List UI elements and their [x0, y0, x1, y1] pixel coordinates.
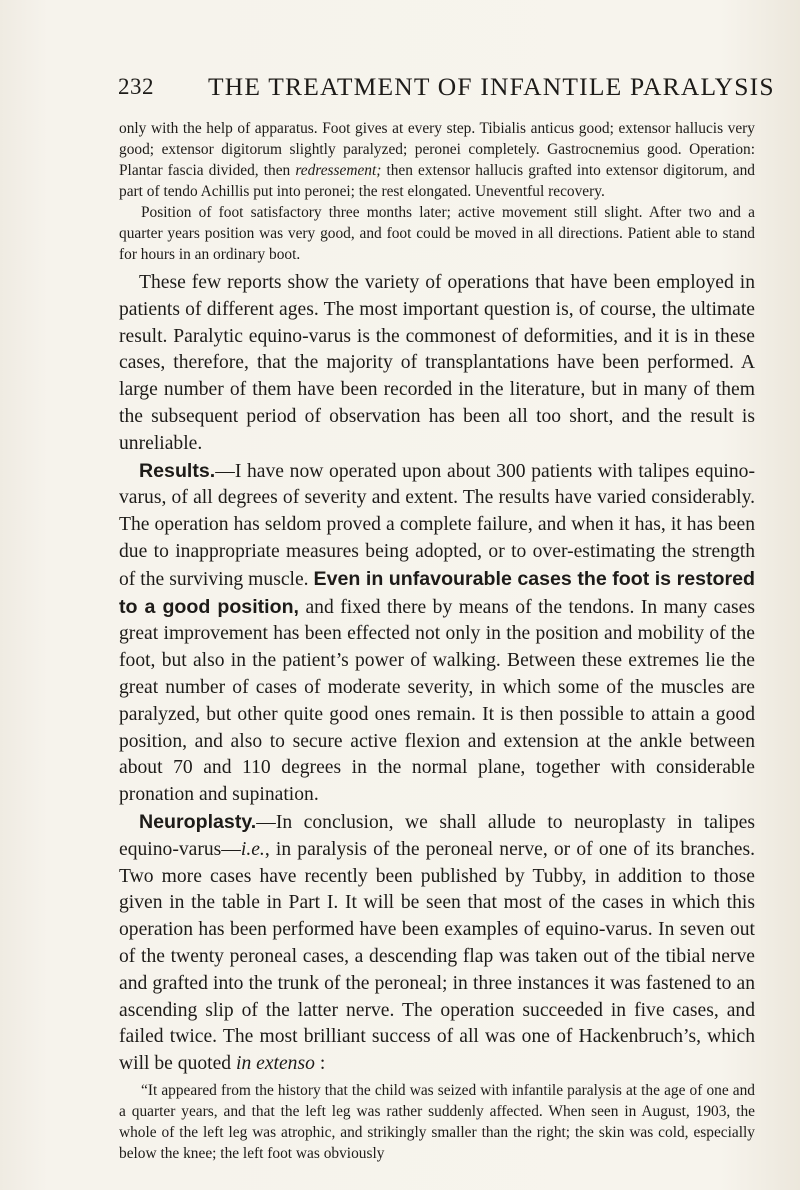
case-note-emphasis: redressement; — [295, 162, 382, 179]
results-paragraph — [119, 458, 755, 809]
neuroplasty-ie: i.e. — [240, 838, 265, 860]
case-note-text-continued: then extensor hallucis grafted into extensor digitorum, and part of tendo Achillis put into peronei; the rest elongated. Uneventful recovery. — [119, 162, 755, 200]
quotation-paragraph: “It appeared from the history that the child was seized with infantile paralysis at the age of one and a quarter years, and that the left leg was rather suddenly affected. When seen in August, 1903, the whole of the left leg was atrophic, and strikingly smaller than the right; the skin was cold, especially below the knee; the left foot was obviously — [119, 1081, 755, 1162]
page-header — [118, 64, 775, 104]
results-emphasis: Even in unfavourable cases the foot is restored to a good position, — [119, 567, 755, 618]
case-note-followup: Position of foot satisfactory three months later; active movement still slight. After two and a quarter years position was very good, and foot could be moved in all directions. Patient able to stand for hours in an ordinary boot. — [119, 204, 755, 263]
page-body — [119, 118, 755, 1164]
results-heading: Results. — [139, 459, 216, 482]
neuroplasty-colon: : — [319, 1053, 326, 1075]
neuroplasty-paragraph — [119, 809, 755, 1078]
intro-paragraph: These few reports show the variety of operations that have been employed in patients of different ages. The most important question is, of course, the ultimate result. Paralytic equino-varus is the commonest of deformities, and it is in these cases, therefore, that the majority of transplantations have been performed. A large number of them have been recorded in the literature, but in many of them the subsequent period of observation has been all too short, and the result is unreliable. — [119, 272, 755, 454]
page-number: 232 — [118, 74, 154, 99]
results-text-continued: and fixed there by means of the tendons. In many cases great improvement has been effected not only in the position and mobility of the foot, but also in the patient’s power of walking. Between these extremes lie the great number of cases of moderate severity, in which some of the muscles are paralyzed, but other quite good ones remain. It is then possible to attain a good position, and also to secure active flexion and extension at the ankle between about 70 and 110 degrees in the normal plane, together with considerable pronation and supination. — [119, 596, 756, 806]
neuroplasty-text-continued: , in paralysis of the peroneal nerve, or of one of its branches. Two more cases have recently been published by Tubby, in addition to those given in the table in Part I. It will be seen that most of the cases in which this operation has been performed have been examples of equino-varus. In seven out of the twenty peroneal cases, a descending flap was taken out of the tibial nerve and grafted into the trunk of the peroneal; in three instances it was fastened to an ascending slip of the latter nerve. The operation succeeded in five cases, and failed twice. The most brilliant success of all was one of Hackenbruch’s, which will be quoted — [119, 838, 755, 1075]
neuroplasty-heading: Neuroplasty. — [139, 810, 257, 833]
neuroplasty-in-extenso: in extenso — [236, 1053, 315, 1075]
case-note-text: only with the help of apparatus. Foot gives at every step. Tibialis anticus good; extensor hallucis very good; extensor digitorum slightly paralyzed; peronei completely. Gastrocnemius good. Operation: Plantar fascia divided, then — [119, 120, 755, 179]
case-note-paragraph — [119, 118, 755, 202]
results-text: —I have now operated upon about 300 patients with talipes equino-varus, of all degrees of severity and extent. The results have varied considerably. The operation has seldom proved a complete failure, and when it has, it has been due to inappropriate measures being adopted, or to over-estimating the strength of the surviving muscle. — [119, 460, 755, 590]
neuroplasty-text: —In conclusion, we shall allude to neuroplasty in talipes equino-varus— — [119, 811, 755, 860]
running-title: THE TREATMENT OF INFANTILE PARALYSIS — [208, 72, 775, 101]
